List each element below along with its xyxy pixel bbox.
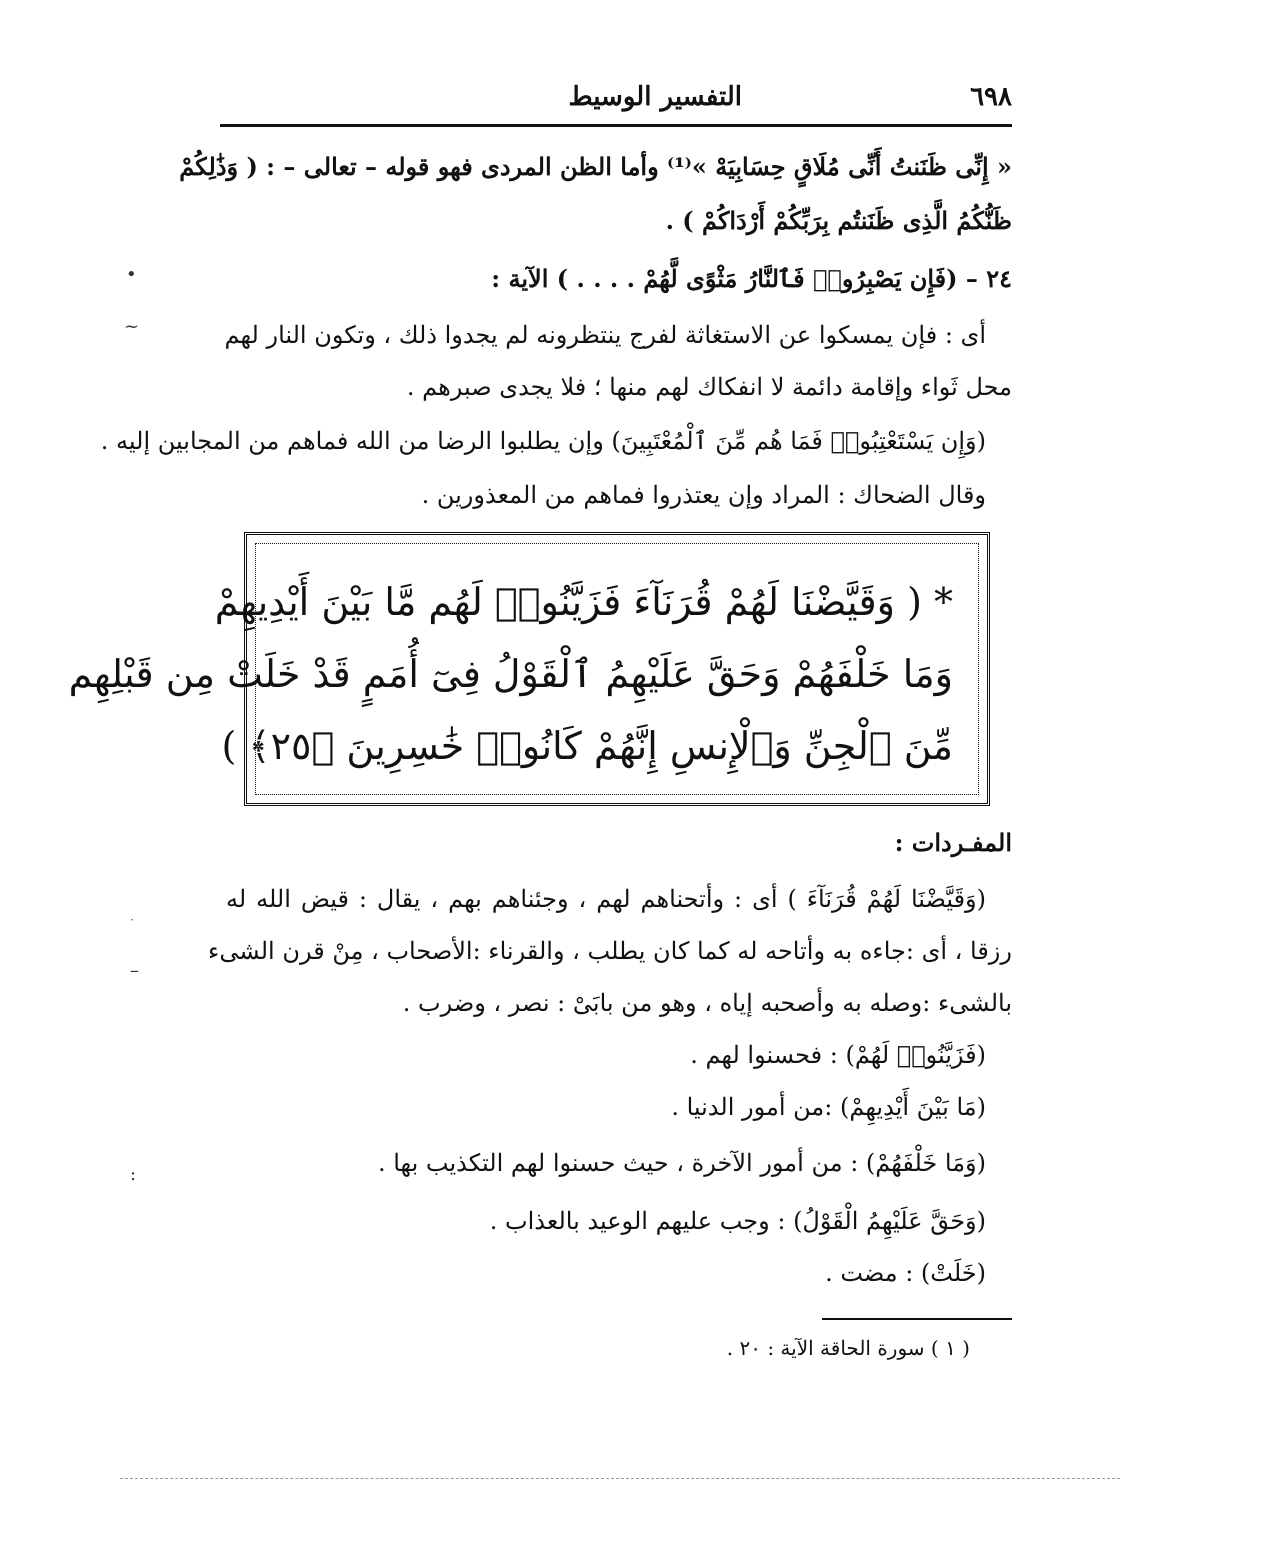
scan-speck: : bbox=[130, 1164, 137, 1185]
quran-verse-frame bbox=[68, 532, 990, 806]
vocab-line: رزقا ، أى :جاءه به وأتاحه له كما كان يطلب ، والقرناء :الأصحاب ، مِنْ قرن الشىء bbox=[208, 937, 1012, 965]
verse-line: وَمَا خَلْفَهُمْ وَحَقَّ عَلَيْهِمُ ٱلْقَوْلُ فِىٓ أُمَمٍ قَدْ خَلَتْ مِن قَبْلِهِم bbox=[68, 652, 953, 696]
verse-line: مِّنَ ٱلْجِنِّ وَٱلْإِنسِ إِنَّهُمْ كَانُوا۟ خَٰسِرِينَ ﴿٢٥﴾ ) bbox=[221, 724, 953, 768]
section-heading: المفـردات : bbox=[894, 828, 1012, 857]
vocab-line: (وَحَقَّ عَلَيْهِمُ الْقَوْلُ) : وجب عليهم الوعيد بالعذاب . bbox=[489, 1207, 986, 1235]
paragraph-line: أى : فإن يمسكوا عن الاستغاثة لفرج ينتظرونه لم يجدوا ذلك ، وتكون النار لهم bbox=[224, 321, 986, 349]
page-header bbox=[220, 82, 1012, 122]
vocab-line: (مَا بَيْنَ أَيْدِيهِمْ) :من أمور الدنيا . bbox=[671, 1093, 986, 1121]
scan-speck: • bbox=[126, 264, 137, 285]
page-number: ٦٩٨ bbox=[970, 82, 1012, 112]
paragraph-line: « إِنِّى ظَنَنتُ أَنِّى مُلَاقٍ حِسَابِيَهْ »⁽¹⁾ وأما الظن المردى فهو قوله – تعالى – : ( وَذَٰلِكُمْ bbox=[179, 152, 1012, 181]
vocab-line: (وَمَا خَلْفَهُمْ) : من أمور الآخرة ، حيث حسنوا لهم التكذيب بها . bbox=[377, 1149, 986, 1177]
running-title: التفسير الوسيط bbox=[568, 82, 742, 112]
scan-edge-rule bbox=[120, 1478, 1120, 1479]
paragraph-line: ظَنُّكُمُ الَّذِى ظَنَنتُم بِرَبِّكُمْ أَرْدَاكُمْ ) . bbox=[665, 206, 1012, 235]
scan-speck: – bbox=[130, 960, 139, 981]
header-rule bbox=[220, 124, 1012, 127]
paragraph-line: (وَإِن يَسْتَعْتِبُوا۟ فَمَا هُم مِّنَ ٱلْمُعْتَبِينَ) وإن يطلبوا الرضا من الله فماهم من المجابين إليه . bbox=[100, 427, 986, 455]
verse-line: * ( وَقَيَّضْنَا لَهُمْ قُرَنَآءَ فَزَيَّنُوا۟ لَهُم مَّا بَيْنَ أَيْدِيهِمْ bbox=[214, 580, 953, 624]
vocab-line: بالشىء :وصله به وأصحبه إياه ، وهو من بابَىْ : نصر ، وضرب . bbox=[402, 989, 1012, 1017]
vocab-line: (خَلَتْ) : مضت . bbox=[825, 1259, 986, 1287]
footnote-rule bbox=[822, 1318, 1012, 1320]
verse-reference-heading: ٢٤ – (فَإِن يَصْبِرُوا۟ فَٱلنَّارُ مَثْوًى لَّهُمْ . . . . ) الآية : bbox=[491, 264, 1012, 293]
vocab-line: (فَزَيَّنُوا۟ لَهُمْ) : فحسنوا لهم . bbox=[690, 1041, 986, 1069]
footnote: ( ١ ) سورة الحاقة الآية : ٢٠ . bbox=[726, 1336, 970, 1360]
scan-speck: ~ bbox=[124, 316, 140, 337]
vocab-line: (وَقَيَّضْنَا لَهُمْ قُرَنَآءَ ) أى : وأتحناهم لهم ، وجئناهم بهم ، يقال : قيض الله له bbox=[226, 885, 986, 913]
paragraph-line: وقال الضحاك : المراد وإن يعتذروا فماهم من المعذورين . bbox=[421, 481, 986, 509]
paragraph-line: محل ثَواء وإقامة دائمة لا انفكاك لهم منها ؛ فلا يجدى صبرهم . bbox=[406, 373, 1012, 401]
